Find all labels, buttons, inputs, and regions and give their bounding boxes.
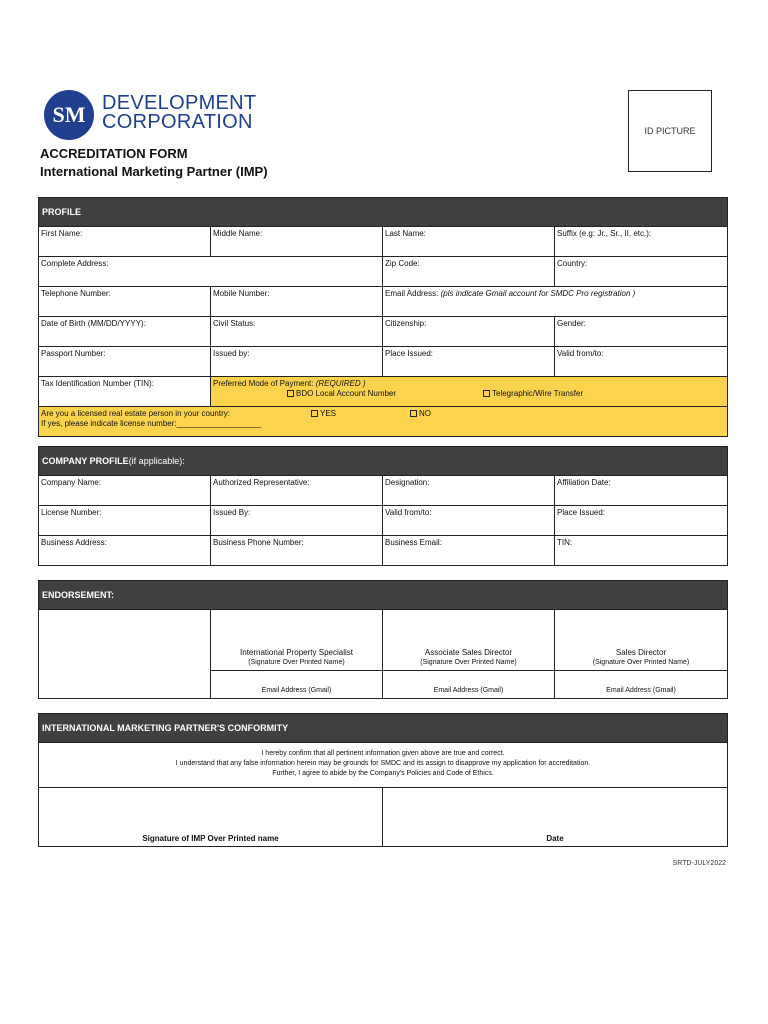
email-field[interactable]: Email Address (Gmail) [555,670,727,698]
affiliation-date-field[interactable]: Affiliation Date: [557,478,611,487]
telephone-field[interactable]: Telephone Number: [39,287,211,316]
designation-field[interactable]: Designation: [383,476,555,505]
form-subtitle: International Marketing Partner (IMP) [40,164,268,179]
middle-name-field[interactable]: Middle Name: [211,227,383,256]
tin-field[interactable]: Tax Identification Number (TIN): [39,377,211,406]
company-row [39,475,727,505]
profile-row [39,256,727,286]
section-header: COMPANY PROFILE (if applicable): [39,447,727,475]
endorsement-section [38,580,728,699]
company-profile-section [38,446,728,566]
payment-option-wire[interactable]: Telegraphic/Wire Transfer [483,389,583,399]
checkbox-icon[interactable] [287,390,294,397]
profile-row [39,226,727,256]
suffix-field[interactable]: Suffix (e.g: Jr., Sr., II, etc.): [557,229,652,238]
conformity-statement: I hereby confirm that all pertinent information given above are true and correct. I understand that any false information herein may be grounds for SMDC and its assign to disapprove my application for accreditation. Further, I agree to abide by the Company's Policies and Code of Ethics. [175,750,591,777]
profile-row [39,346,727,376]
payment-label: Preferred Mode of Payment: [213,379,316,388]
license-row [39,406,727,436]
form-code: SRTD-JULY2022 [672,860,726,867]
conformity-sign-row [39,787,727,846]
date-field[interactable]: Date [546,834,564,843]
company-logo [44,90,257,142]
issued-by-field[interactable]: Issued By: [211,506,383,535]
profile-row [39,316,727,346]
last-name-field[interactable]: Last Name: [383,227,555,256]
sm-logo-mark: SM [44,90,94,140]
imp-signature-field[interactable]: Signature of IMP Over Printed name [39,788,383,846]
passport-number-field[interactable]: Passport Number: [39,347,211,376]
place-issued-field[interactable]: Place Issued: [557,508,606,517]
yes-option[interactable]: YES [311,409,336,419]
payment-option-bdo[interactable]: BDO Local Account Number [287,389,396,399]
complete-address-field[interactable]: Complete Address: [39,257,383,286]
signature-field[interactable]: Sales Director (Signature Over Printed Name) [592,648,690,666]
checkbox-icon[interactable] [410,410,417,417]
required-note: (REQUIRED ) [315,379,366,388]
endorsement-row [39,609,727,698]
license-number-field[interactable]: If yes, please indicate license number:___________________ [41,419,262,428]
civil-status-field[interactable]: Civil Status: [211,317,383,346]
issued-by-field[interactable]: Issued by: [211,347,383,376]
gender-field[interactable]: Gender: [557,319,586,328]
endorsement-blank-cell [39,610,211,698]
signature-field[interactable]: International Property Specialist (Signature Over Printed Name) [240,648,353,666]
company-name-field[interactable]: Company Name: [39,476,211,505]
id-picture-box[interactable]: ID PICTURE [628,90,712,172]
date-of-birth-field[interactable]: Date of Birth (MM/DD/YYYY): [39,317,211,346]
place-issued-field[interactable]: Place Issued: [383,347,555,376]
zip-code-field[interactable]: Zip Code: [383,257,555,286]
email-field[interactable]: Email Address (Gmail) [211,670,382,698]
business-phone-field[interactable]: Business Phone Number: [211,536,383,565]
form-title: ACCREDITATION FORM [40,146,188,161]
authorized-rep-field[interactable]: Authorized Representative: [211,476,383,505]
conformity-text-row [39,742,727,787]
signer-sd [555,610,727,698]
section-header: PROFILE [39,198,727,226]
country-field[interactable]: Country: [557,259,588,268]
profile-section [38,197,728,437]
email-field[interactable]: Email Address: (pls indicate Gmail account for SMDC Pro registration ) [385,289,636,298]
company-row [39,535,727,565]
mobile-field[interactable]: Mobile Number: [211,287,383,316]
license-cell [39,407,727,436]
checkbox-icon[interactable] [311,410,318,417]
profile-row [39,376,727,406]
checkbox-icon[interactable] [483,390,490,397]
conformity-section [38,713,728,847]
signer-asd [383,610,555,698]
payment-mode-cell [211,377,727,406]
business-email-field[interactable]: Business Email: [383,536,555,565]
email-field[interactable]: Email Address (Gmail) [383,670,554,698]
licensed-question: Are you a licensed real estate person in your country: [41,409,230,418]
first-name-field[interactable]: First Name: [39,227,211,256]
profile-row [39,286,727,316]
signature-field[interactable]: Associate Sales Director (Signature Over Printed Name) [420,648,517,666]
section-header: INTERNATIONAL MARKETING PARTNER'S CONFORMITY [39,714,727,742]
citizenship-field[interactable]: Citizenship: [383,317,555,346]
license-number-field[interactable]: License Number: [39,506,211,535]
business-tin-field[interactable]: TIN: [557,538,573,547]
signer-ips [211,610,383,698]
valid-from-to-field[interactable]: Valid from/to: [557,349,604,358]
no-option[interactable]: NO [410,409,431,419]
business-address-field[interactable]: Business Address: [39,536,211,565]
valid-from-to-field[interactable]: Valid from/to: [383,506,555,535]
logo-wordmark: DEVELOPMENT CORPORATION [102,92,257,133]
section-header: ENDORSEMENT: [39,581,727,609]
company-row [39,505,727,535]
